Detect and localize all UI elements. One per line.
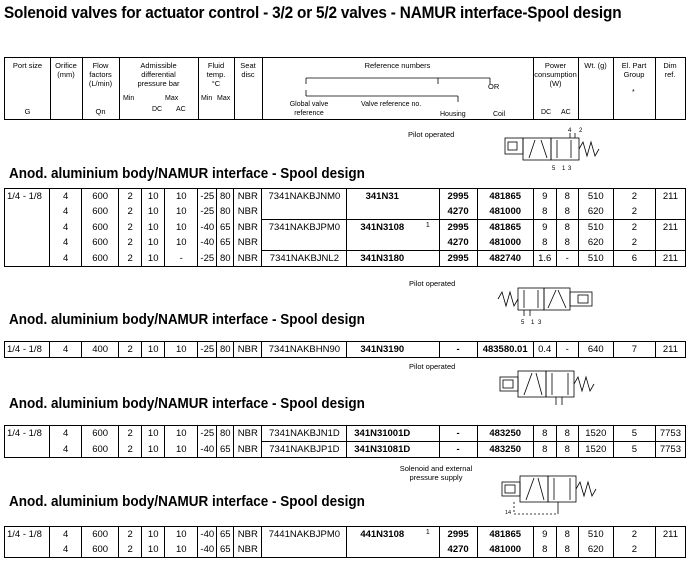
table-cell: 1/4 - 1/8 [5, 342, 50, 358]
table-cell [655, 204, 685, 220]
svg-text:1: 1 [531, 320, 535, 326]
table-cell: 6 [613, 251, 655, 267]
table-cell [5, 220, 50, 236]
table-row [5, 204, 686, 220]
table-cell: 4 [50, 189, 82, 205]
table-cell [262, 235, 347, 251]
table-cell: 8 [556, 527, 578, 543]
table-cell: 1.6 [533, 251, 556, 267]
table-cell [417, 235, 439, 251]
table-cell: 5 [613, 442, 655, 458]
table-cell: 7753 [655, 426, 685, 442]
table-cell: 8 [533, 442, 556, 458]
table-cell: 2 [119, 204, 142, 220]
table-cell: NBR [234, 442, 262, 458]
table-cell: 483250 [477, 426, 533, 442]
table-row [5, 527, 686, 543]
table-cell: 2 [613, 189, 655, 205]
table-cell: 4 [50, 442, 82, 458]
table-cell: NBR [234, 251, 262, 267]
table-cell: - [165, 251, 198, 267]
section-4-table [4, 526, 686, 558]
table-cell: 7341NAKBJPM0 [262, 220, 347, 236]
table-cell: 1 [417, 527, 439, 543]
table-row [5, 220, 686, 236]
table-cell: 341N3108 [347, 220, 417, 236]
table-cell: 510 [578, 251, 613, 267]
table-cell: -40 [198, 542, 217, 558]
table-cell: - [556, 342, 578, 358]
table-cell: 1520 [578, 426, 613, 442]
table-header [4, 57, 686, 120]
table-cell: 10 [142, 426, 165, 442]
svg-text:3: 3 [568, 166, 572, 172]
table-cell: 4 [50, 220, 82, 236]
table-cell: 510 [578, 189, 613, 205]
table-cell: 341N31001D [347, 426, 417, 442]
table-cell: 0.4 [533, 342, 556, 358]
table-cell: 4270 [439, 204, 477, 220]
table-cell: 10 [165, 442, 198, 458]
table-cell: 4270 [439, 542, 477, 558]
table-cell: 600 [82, 204, 119, 220]
section-1-caption: Pilot operated [408, 130, 455, 139]
table-cell: 8 [556, 426, 578, 442]
table-cell: 2995 [439, 220, 477, 236]
table-cell: 600 [82, 235, 119, 251]
table-cell: 8 [533, 204, 556, 220]
table-cell: 2 [613, 542, 655, 558]
table-cell: 10 [142, 220, 165, 236]
table-cell: - [439, 442, 477, 458]
table-cell: 600 [82, 189, 119, 205]
table-cell: 2995 [439, 189, 477, 205]
table-cell: -40 [198, 527, 217, 543]
table-cell: 7341NAKBJN1D [262, 426, 347, 442]
section-4-heading: Anod. aluminium body/NAMUR interface - Spool design [9, 494, 365, 510]
section-4-caption: Solenoid and external pressure supply [399, 464, 473, 482]
table-cell: 7341NAKBJNM0 [262, 189, 347, 205]
table-cell: 481865 [477, 527, 533, 543]
table-cell: 600 [82, 426, 119, 442]
table-row [5, 251, 686, 267]
table-cell: 483250 [477, 442, 533, 458]
section-2-table [4, 341, 686, 358]
table-cell: 2 [613, 220, 655, 236]
table-cell: - [439, 342, 477, 358]
table-cell: 2995 [439, 527, 477, 543]
table-cell: 65 [217, 235, 234, 251]
table-cell: NBR [234, 235, 262, 251]
table-cell: 341N31 [347, 189, 417, 205]
header-seat-disc: Seat disc [234, 58, 263, 119]
table-cell: 10 [142, 235, 165, 251]
svg-text:3: 3 [538, 320, 542, 326]
section-3-caption: Pilot operated [409, 362, 456, 371]
svg-text:1: 1 [562, 166, 566, 172]
table-cell: 10 [165, 542, 198, 558]
table-cell: 481000 [477, 204, 533, 220]
table-cell: 4 [50, 426, 82, 442]
table-cell: 510 [578, 220, 613, 236]
table-cell: 2 [119, 235, 142, 251]
table-cell: 341N3180 [347, 251, 417, 267]
table-cell: 65 [217, 542, 234, 558]
table-cell: 510 [578, 527, 613, 543]
table-cell: 10 [142, 442, 165, 458]
table-cell: 481865 [477, 189, 533, 205]
table-cell: 483580.01 [477, 342, 533, 358]
svg-text:2: 2 [579, 128, 583, 134]
table-cell [347, 235, 417, 251]
table-cell: 65 [217, 442, 234, 458]
table-cell: 4 [50, 342, 82, 358]
table-cell: 211 [655, 527, 685, 543]
table-cell: -25 [198, 426, 217, 442]
table-cell: 10 [142, 204, 165, 220]
table-cell [5, 542, 50, 558]
table-cell: 8 [556, 189, 578, 205]
table-cell: 9 [533, 527, 556, 543]
table-cell: NBR [234, 220, 262, 236]
section-3-table [4, 425, 686, 458]
table-cell [347, 204, 417, 220]
table-cell [5, 442, 50, 458]
table-cell: 1 [417, 220, 439, 236]
table-row [5, 542, 686, 558]
svg-text:5: 5 [552, 166, 556, 172]
table-cell: 8 [556, 542, 578, 558]
table-cell: 600 [82, 220, 119, 236]
table-cell: 2 [119, 220, 142, 236]
table-cell: 211 [655, 189, 685, 205]
table-cell: 211 [655, 251, 685, 267]
table-cell: -25 [198, 204, 217, 220]
table-cell: 8 [556, 235, 578, 251]
table-cell: 441N3108 [347, 527, 417, 543]
table-cell: 7441NAKBJPM0 [262, 527, 347, 543]
table-cell: -25 [198, 251, 217, 267]
table-cell [417, 426, 439, 442]
table-cell: 2 [613, 235, 655, 251]
table-cell: 600 [82, 542, 119, 558]
table-cell: -40 [198, 220, 217, 236]
section-2-caption: Pilot operated [409, 279, 456, 288]
table-cell [417, 542, 439, 558]
table-cell: 2 [119, 426, 142, 442]
svg-text:5: 5 [521, 320, 525, 326]
table-cell: 2 [119, 251, 142, 267]
table-cell: 8 [556, 220, 578, 236]
table-row [5, 442, 686, 458]
table-cell: 80 [217, 251, 234, 267]
table-cell: -40 [198, 235, 217, 251]
header-power: Power consumption (W) DC AC [533, 58, 579, 119]
table-cell: 10 [142, 189, 165, 205]
table-cell [417, 251, 439, 267]
svg-text:4: 4 [568, 128, 572, 134]
table-cell: 4 [50, 527, 82, 543]
table-cell [417, 189, 439, 205]
table-cell: 620 [578, 542, 613, 558]
table-cell: 10 [165, 204, 198, 220]
table-cell: 10 [165, 527, 198, 543]
table-cell: 211 [655, 220, 685, 236]
table-cell: 65 [217, 527, 234, 543]
table-cell: 400 [82, 342, 119, 358]
svg-text:14: 14 [505, 510, 512, 516]
table-cell: 2 [613, 204, 655, 220]
table-cell: - [439, 426, 477, 442]
table-cell: 341N31081D [347, 442, 417, 458]
table-cell: 620 [578, 204, 613, 220]
table-cell: 2995 [439, 251, 477, 267]
table-cell: 2 [119, 527, 142, 543]
table-cell: 481000 [477, 235, 533, 251]
table-cell: 8 [533, 235, 556, 251]
header-fluid-temp: Fluid temp. °C Min Max [198, 58, 235, 119]
table-cell [655, 542, 685, 558]
table-cell: 7 [613, 342, 655, 358]
table-cell: 2 [119, 542, 142, 558]
table-cell [262, 204, 347, 220]
table-row [5, 342, 686, 358]
table-cell: 10 [165, 220, 198, 236]
table-cell: 2 [119, 442, 142, 458]
table-cell: NBR [234, 204, 262, 220]
table-cell [5, 251, 50, 267]
table-cell: NBR [234, 426, 262, 442]
table-cell [262, 542, 347, 558]
table-cell: 8 [556, 204, 578, 220]
table-cell [417, 442, 439, 458]
table-cell [417, 204, 439, 220]
table-cell: 80 [217, 342, 234, 358]
table-cell: NBR [234, 527, 262, 543]
table-row [5, 235, 686, 251]
table-cell: -25 [198, 189, 217, 205]
table-cell: 1/4 - 1/8 [5, 527, 50, 543]
valve-symbol-icon [492, 367, 604, 415]
table-cell: -25 [198, 342, 217, 358]
table-cell: 10 [142, 527, 165, 543]
table-cell: 8 [556, 442, 578, 458]
table-cell: 4 [50, 542, 82, 558]
table-cell: 10 [142, 251, 165, 267]
table-cell: 600 [82, 251, 119, 267]
table-cell: 10 [165, 342, 198, 358]
table-cell: 620 [578, 235, 613, 251]
table-cell [5, 235, 50, 251]
table-cell: 10 [165, 235, 198, 251]
table-cell: 2 [613, 527, 655, 543]
table-cell: 1/4 - 1/8 [5, 426, 50, 442]
table-cell: 4 [50, 204, 82, 220]
table-cell: 4 [50, 235, 82, 251]
table-cell: 10 [165, 426, 198, 442]
table-row [5, 426, 686, 442]
table-cell: 2 [119, 189, 142, 205]
table-cell: 600 [82, 442, 119, 458]
table-cell: 481865 [477, 220, 533, 236]
table-cell: 600 [82, 527, 119, 543]
table-cell: 7341NAKBHN90 [262, 342, 347, 358]
header-dim-ref: Dim ref. [663, 61, 677, 79]
valve-symbol-icon [495, 124, 607, 172]
table-cell: 1520 [578, 442, 613, 458]
valve-symbol-icon [492, 284, 604, 332]
table-cell: 7341NAKBJNL2 [262, 251, 347, 267]
table-cell: 8 [533, 426, 556, 442]
table-cell: 1/4 - 1/8 [5, 189, 50, 205]
table-cell: 4270 [439, 235, 477, 251]
header-el-part: El. Part Group * [613, 58, 656, 119]
table-cell: 481000 [477, 542, 533, 558]
table-cell: 5 [613, 426, 655, 442]
table-cell: 65 [217, 220, 234, 236]
table-cell [5, 204, 50, 220]
header-reference-numbers: Reference numbers OR Global valve reference Valve reference no. Housing Coil [262, 58, 534, 119]
table-cell: 80 [217, 426, 234, 442]
table-cell: NBR [234, 189, 262, 205]
table-cell: 7341NAKBJP1D [262, 442, 347, 458]
table-cell [417, 342, 439, 358]
section-1-heading: Anod. aluminium body/NAMUR interface - Spool design [9, 166, 365, 182]
table-cell: 211 [655, 342, 685, 358]
table-cell: 80 [217, 204, 234, 220]
table-cell: 10 [142, 342, 165, 358]
table-row [5, 189, 686, 205]
table-cell: -40 [198, 442, 217, 458]
table-cell: NBR [234, 342, 262, 358]
table-cell: 10 [165, 189, 198, 205]
table-cell: 4 [50, 251, 82, 267]
header-orifice: Orifice (mm) [50, 58, 83, 119]
page-title: Solenoid valves for actuator control - 3/2 or 5/2 valves - NAMUR interface-Spool design [4, 4, 622, 22]
table-cell: 80 [217, 189, 234, 205]
valve-symbol-icon [494, 474, 606, 522]
header-flow: Flow factors (L/min) Qn [82, 58, 120, 119]
header-pressure: Admissible differential pressure bar Min Max DC AC [119, 58, 199, 119]
section-2-heading: Anod. aluminium body/NAMUR interface - Spool design [9, 312, 365, 328]
header-port-size: Port size G [5, 58, 51, 119]
table-cell: - [556, 251, 578, 267]
table-cell: 9 [533, 189, 556, 205]
section-3-heading: Anod. aluminium body/NAMUR interface - Spool design [9, 396, 365, 412]
table-cell: 640 [578, 342, 613, 358]
table-cell: 482740 [477, 251, 533, 267]
table-cell: NBR [234, 542, 262, 558]
header-weight: Wt. (g) [578, 58, 614, 119]
section-1-table [4, 188, 686, 267]
table-cell: 7753 [655, 442, 685, 458]
table-cell [655, 235, 685, 251]
table-cell: 2 [119, 342, 142, 358]
table-cell: 9 [533, 220, 556, 236]
table-cell [347, 542, 417, 558]
table-cell: 8 [533, 542, 556, 558]
table-cell: 341N3190 [347, 342, 417, 358]
table-cell: 10 [142, 542, 165, 558]
